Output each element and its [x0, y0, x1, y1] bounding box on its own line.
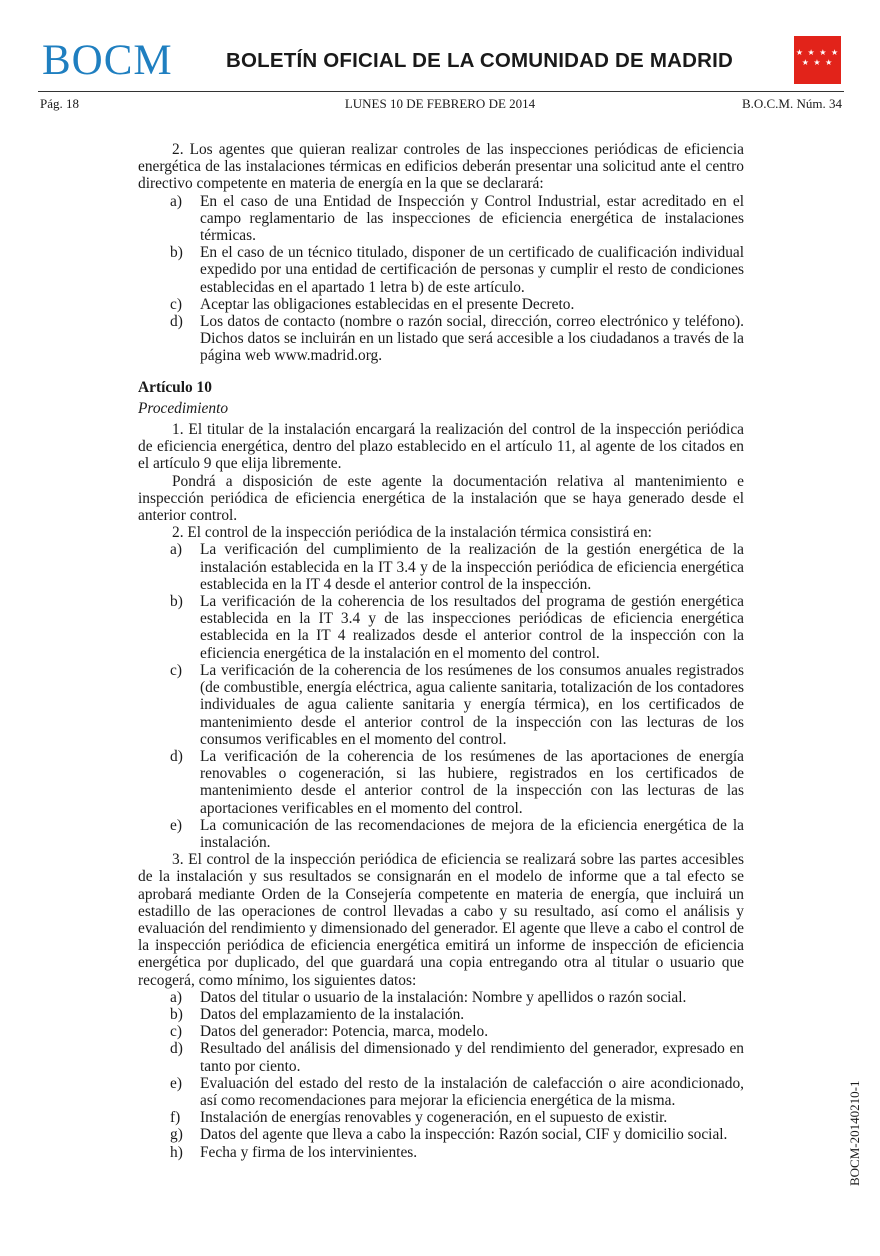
item-label: h)	[170, 1143, 183, 1161]
item-text: En el caso de un técnico titulado, disponer de un certificado de cualificación individual expedido por una entidad de certificación de personas y cumplir el resto de condiciones establecidas en el apartado 1 letra b) de este artículo.	[200, 244, 744, 296]
paragraph: 2. Los agentes que quieran realizar controles de las inspecciones periódicas de eficiencia energética de las instalaciones térmicas en edificios deberán presentar una solicitud ante el centro directivo competente en materia de energía en la que se declarará:	[138, 141, 744, 193]
paragraph: 3. El control de la inspección periódica de eficiencia se realizará sobre las partes accesibles de la instalación y sus resultados se consignarán en el modelo de informe que a tal efecto se aprobará mediante Orden de la Consejería competente en materia de energía, que incluirá un estadillo de las operaciones de control llevadas a cabo y su resultado, así como el análisis y evaluación del rendimiento y dimensionado del generador. El agente que lleve a cabo el control de la inspección periódica de eficiencia energética emitirá un informe de inspección de eficiencia energética por duplicado, del que guardará una copia entregando otra al titular o usuario que recogerá, como mínimo, los siguientes datos:	[138, 851, 744, 989]
item-text: Datos del agente que lleva a cabo la inspección: Razón social, CIF y domicilio social.	[200, 1126, 728, 1144]
item-text: Aceptar las obligaciones establecidas en el presente Decreto.	[200, 295, 575, 313]
issue-date: LUNES 10 DE FEBRERO DE 2014	[344, 96, 536, 111]
list-requirements	[138, 193, 744, 365]
item-label: g)	[170, 1126, 183, 1144]
flag-stars: ★ ★ ★ ★ ★ ★ ★	[795, 48, 840, 67]
item-text: Resultado del análisis del dimensionado y del rendimiento del generador, expresado en tanto por ciento.	[200, 1040, 744, 1075]
item-text: Datos del generador: Potencia, marca, modelo.	[200, 1023, 489, 1041]
list-item	[138, 1023, 744, 1040]
paragraph: Pondrá a disposición de este agente la documentación relativa al mantenimiento e inspección periódica de eficiencia energética de la instalación que se haya generado desde el anterior control.	[138, 472, 744, 525]
page-number: Pág. 18	[40, 96, 79, 111]
item-text: Los datos de contacto (nombre o razón social, dirección, correo electrónico y teléfono). Dichos datos se incluirán en un listado que será accesible a los ciudadanos a través de la página web www.madrid.org.	[200, 313, 744, 365]
item-label: b)	[170, 1005, 183, 1023]
item-label: c)	[170, 295, 182, 313]
item-text: Evaluación del estado del resto de la instalación de calefacción o aire acondicionado, así como recomendaciones para mejorar la eficiencia energética de la misma.	[200, 1074, 744, 1109]
list-item	[138, 817, 744, 851]
list-item	[138, 541, 744, 593]
item-text: La verificación de la coherencia de los resúmenes de los consumos anuales registrados (de combustible, energía eléctrica, agua caliente sanitaria, totalización de los contadores individuales de agua caliente sanitaria y energía térmica), en los certificados de mantenimiento desde el anterior control de la inspección con las lecturas de los consumos verificables en el momento del control.	[200, 661, 744, 748]
item-label: f)	[170, 1109, 181, 1127]
item-label: c)	[170, 1023, 182, 1041]
item-label: e)	[170, 816, 182, 834]
list-item	[138, 1006, 744, 1023]
list-item	[138, 1040, 744, 1074]
item-text: La verificación de la coherencia de los resultados del programa de gestión energética establecida en la IT 3.4 y de las inspecciones periódicas de eficiencia energética establecida en la IT 4 realizados desde el anterior control de la inspección con la eficiencia energética de la instalación en el momento del control.	[200, 593, 744, 662]
item-label: c)	[170, 661, 182, 679]
item-text: Datos del emplazamiento de la instalación.	[200, 1005, 465, 1023]
item-label: d)	[170, 1040, 183, 1058]
item-label: a)	[170, 988, 182, 1006]
item-label: b)	[170, 244, 183, 262]
item-text: La verificación del cumplimiento de la realización de la gestión energética de la instalación establecida en la IT 3.4 y de la inspección periódica de eficiencia energética establecida en la IT 4 desde el anterior control de la inspección.	[200, 541, 744, 593]
document-body	[138, 141, 744, 1161]
item-text: En el caso de una Entidad de Inspección y Control Industrial, estar acreditado en el campo reglamentario de las inspecciones de eficiencia energética de instalaciones térmicas.	[200, 192, 744, 245]
item-label: b)	[170, 593, 183, 611]
issue-number: B.O.C.M. Núm. 34	[741, 96, 842, 111]
list-item	[138, 1144, 744, 1161]
item-label: d)	[170, 313, 183, 331]
item-label: a)	[170, 541, 182, 559]
list-item	[138, 1075, 744, 1109]
article-subtitle: Procedimiento	[138, 399, 229, 417]
item-text: La comunicación de las recomendaciones de mejora de la eficiencia energética de la instalación.	[200, 816, 744, 851]
paragraph: 1. El titular de la instalación encargará la realización del control de la inspección periódica de eficiencia energética, dentro del plazo establecido en el artículo 11, al agente de los citados en el artículo 9 que elija libremente.	[138, 421, 744, 473]
article-title: Artículo 10	[138, 378, 212, 396]
list-item	[138, 1109, 744, 1126]
list-item	[138, 989, 744, 1006]
bocm-logo: BOCM	[42, 37, 173, 84]
document-code: BOCM-20140210-1	[847, 1080, 862, 1186]
item-label: a)	[170, 192, 182, 210]
list-item	[138, 193, 744, 245]
item-text: La verificación de la coherencia de los resúmenes de las aportaciones de energía renovables o cogeneración, si las hubiere, registrados en los certificados de mantenimiento desde el anterior control de la inspección con las lecturas de las aportaciones verificables en el momento del control.	[200, 747, 744, 817]
list-item	[138, 244, 744, 296]
item-text: Datos del titular o usuario de la instalación: Nombre y apellidos o razón social.	[200, 988, 687, 1006]
header-rule	[38, 91, 844, 92]
list-item	[138, 296, 744, 313]
page-header	[42, 36, 842, 88]
list-item	[138, 748, 744, 817]
item-text: Instalación de energías renovables y cogeneración, en el supuesto de existir.	[200, 1109, 668, 1127]
madrid-flag-icon	[794, 36, 841, 84]
item-text: Fecha y firma de los intervinientes.	[200, 1143, 418, 1161]
list-item	[138, 313, 744, 365]
list-control-scope	[138, 541, 744, 851]
bulletin-title: BOLETÍN OFICIAL DE LA COMUNIDAD DE MADRID	[226, 49, 734, 72]
list-item	[138, 593, 744, 662]
item-label: d)	[170, 747, 183, 765]
list-item	[138, 1126, 744, 1143]
item-label: e)	[170, 1074, 182, 1092]
list-item	[138, 662, 744, 748]
paragraph: 2. El control de la inspección periódica de la instalación térmica consistirá en:	[172, 524, 652, 542]
list-report-data	[138, 989, 744, 1161]
